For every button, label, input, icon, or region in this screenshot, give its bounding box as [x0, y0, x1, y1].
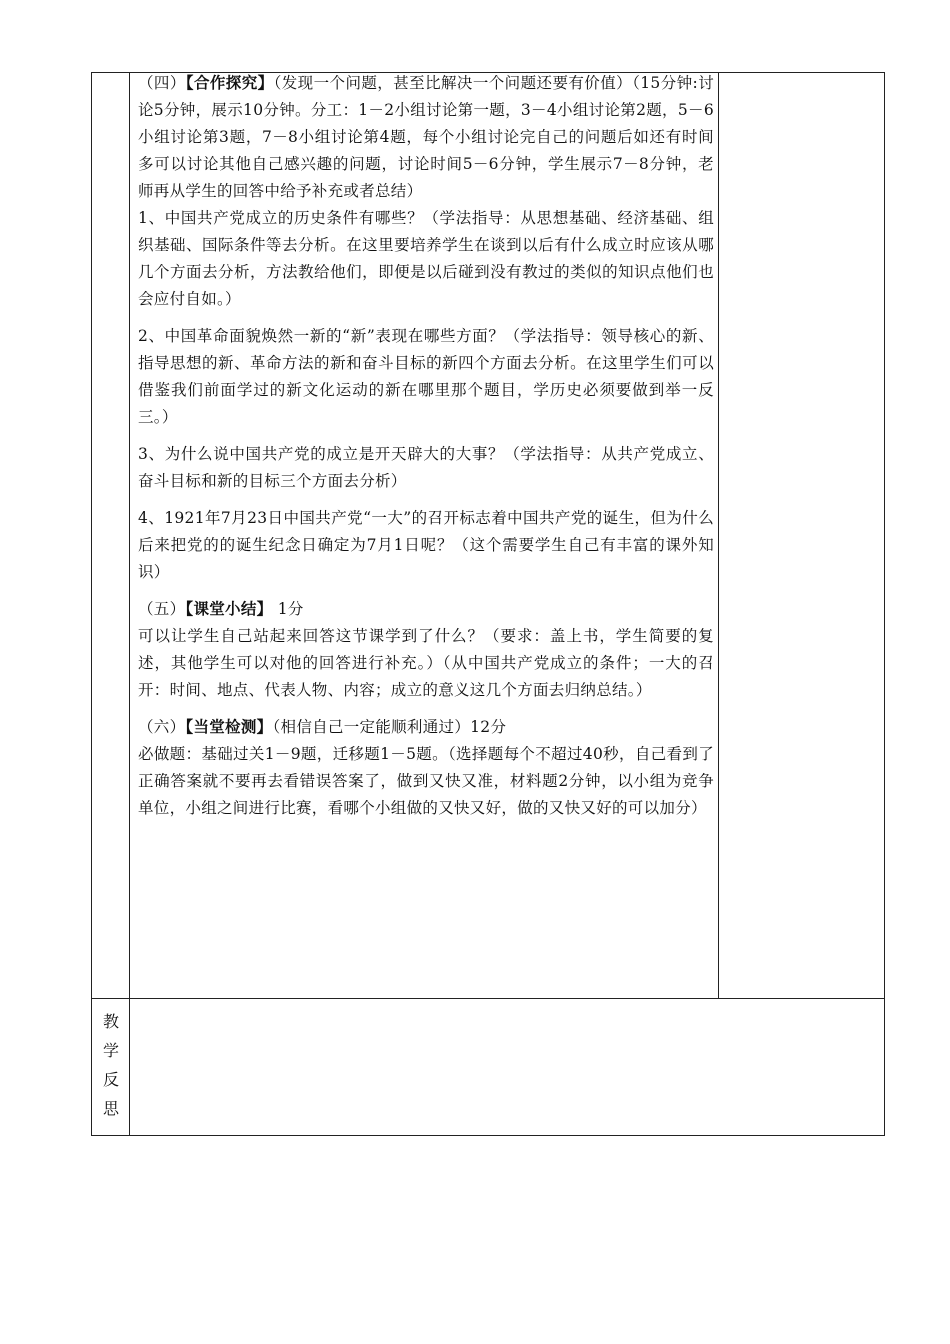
section-6-prefix: （六） — [138, 718, 186, 736]
lesson-content — [138, 70, 714, 822]
section-4-prefix: （四） — [138, 74, 186, 92]
section-5-prefix: （五） — [138, 600, 186, 618]
label-column-divider — [129, 72, 130, 1136]
reflection-char: 思 — [102, 1099, 119, 1118]
section-5-title — [138, 596, 714, 623]
reflection-char: 反 — [102, 1070, 119, 1089]
question-4: 4、1921年7月23日中国共产党“一大”的召开标志着中国共产党的诞生，但为什么后来把党的的诞生纪念日确定为7月1日呢？（这个需要学生自己有丰富的课外知识） — [138, 509, 714, 581]
section-4-heading: 【合作探究】 — [185, 74, 274, 92]
section-4-intro-text: （发现一个问题，甚至比解决一个问题还要有价值）（15分钟:讨论5分钟，展示10分钟。分工：1－2小组讨论第一题，3－4小组讨论第2题，5－6小组讨论第3题，7－8小组讨论第4题，每个小组讨论完自己的问题后如还有时间多可以讨论其他自己感兴趣的问题，讨论时间5－6分钟，学生展示7－8分钟，老师再从学生的回答中给予补充或者总结） — [138, 74, 714, 200]
section-6-heading: 【当堂检测】 — [185, 718, 273, 736]
reflection-label — [92, 1007, 130, 1123]
table-left-border — [91, 72, 92, 1136]
section-6-time: （相信自己一定能顺利通过）12分 — [272, 718, 507, 736]
section-5-time: 1分 — [272, 600, 304, 618]
reflection-char: 学 — [102, 1041, 119, 1060]
question-1: 1、中国共产党成立的历史条件有哪些？（学法指导：从思想基础、经济基础、组织基础、国际条件等去分析。在这里要培养学生在谈到以后有什么成立时应该从哪几个方面去分析，方法教给他们，即便是以后碰到没有教过的类似的知识点他们也会应付自如。） — [138, 209, 714, 308]
question-3: 3、为什么说中国共产党的成立是开天辟大的大事？（学法指导：从共产党成立、奋斗目标和新的目标三个方面去分析） — [138, 445, 714, 490]
notes-column-divider — [718, 72, 719, 999]
section-5-heading: 【课堂小结】 — [185, 600, 273, 618]
section-6-body: 必做题：基础过关1－9题，迁移题1－5题。（选择题每个不超过40秒，自己看到了正确答案就不要再去看错误答案了，做到又快又准，材料题2分钟，以小组为竞争单位，小组之间进行比赛，看哪个小组做的又快又好，做的又快又好的可以加分） — [138, 745, 714, 817]
reflection-char: 教 — [102, 1012, 119, 1031]
section-4-intro — [138, 70, 714, 205]
table-bottom-border — [91, 1135, 885, 1136]
question-2: 2、中国革命面貌焕然一新的“新”表现在哪些方面？（学法指导：领导核心的新、指导思想的新、革命方法的新和奋斗目标的新四个方面去分析。在这里学生们可以借鉴我们前面学过的新文化运动的新在哪里那个题目，学历史必须要做到举一反三。） — [138, 327, 714, 426]
row-divider — [91, 998, 885, 999]
table-right-border — [884, 72, 885, 1136]
section-5-body: 可以让学生自己站起来回答这节课学到了什么？（要求：盖上书，学生简要的复述，其他学生可以对他的回答进行补充。）（从中国共产党成立的条件；一大的召开：时间、地点、代表人物、内容；成立的意义这几个方面去归纳总结。） — [138, 627, 714, 699]
section-6-title — [138, 714, 714, 741]
